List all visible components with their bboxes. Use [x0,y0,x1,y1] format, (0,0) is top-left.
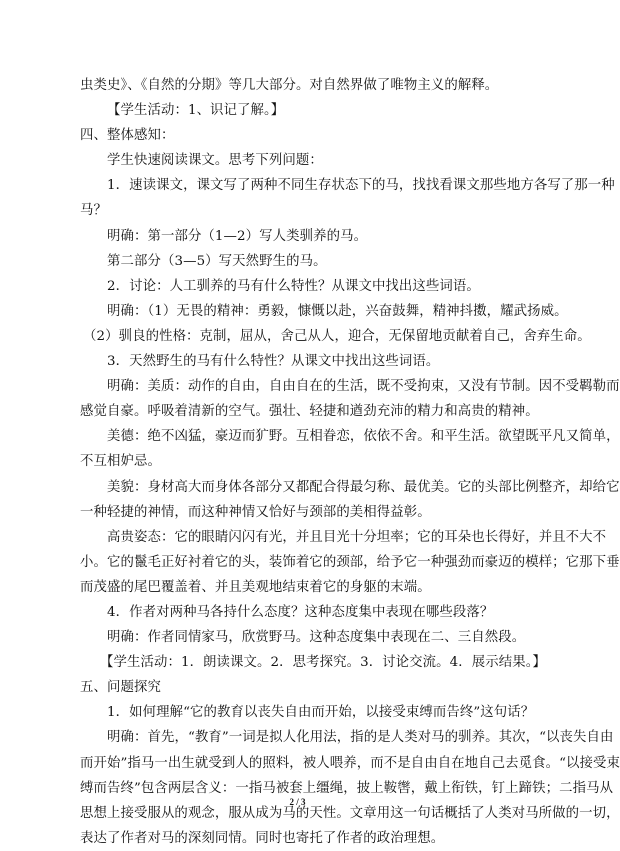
text-line: 表达了作者对马的深刻同情。同时也寄托了作者的政治理想。 [80,830,445,846]
text-line: 思想上接受服从的观念，服从成为马的天性。文章用这一句话概括了人类对马所做的一切， [80,805,620,821]
text-line: 学生快速阅读课文。思考下列问题： [107,153,323,169]
text-line: 四、整体感知： [80,128,175,144]
text-line: 而茂盛的尾巴覆盖着、并且美观地结束着它的身躯的末端。 [80,579,431,595]
text-line: 小。它的鬣毛正好衬着它的头，装饰着它的颈部，给予它一种强劲而豪迈的模样；它那下垂 [80,554,620,570]
text-line: 【学生活动：1．朗读课文。2．思考探究。3．讨论交流。4．展示结果。】 [100,655,546,671]
document-body [80,73,620,851]
text-line: 3．天然野生的马有什么特性？从课文中找出这些词语。 [107,354,440,370]
text-line: 明确：首先，“教育”一词是拟人化用法，指的是人类对马的驯养。其次，“以丧失自由 [107,730,614,746]
text-line: 五、问题探究 [80,680,161,696]
text-line: 明确：第一部分（1—2）写人类驯养的马。 [107,228,368,244]
text-line: 不互相妒忌。 [80,454,161,470]
text-line: 美貌：身材高大而身体各部分又都配合得最匀称、最优美。它的头部比例整齐，却给它 [107,479,620,495]
text-line: 4．作者对两种马各持什么态度？这种态度集中表现在哪些段落？ [107,604,494,620]
text-line: 感觉自豪。呼吸着清新的空气。强壮、轻捷和遒劲充沛的精力和高贵的精神。 [80,404,539,420]
text-line: 2．讨论：人工驯养的马有什么特性？从课文中找出这些词语。 [107,278,480,294]
text-line: 美德：绝不凶猛，豪迈而犷野。互相眷恋，依依不舍。和平生活。欲望既平凡又简单， [107,429,620,445]
text-line: 【学生活动：1、识记了解。】 [107,103,285,119]
text-line: 第二部分（3—5）写天然野生的马。 [107,253,327,269]
text-line: 一种轻捷的神情，而这种神情又恰好与颈部的美相得益彰。 [80,504,431,520]
page-number: 2 / 3 [289,797,306,807]
text-line: 缚而告终”包含两层含义：一指马被套上缰绳，披上鞍辔，戴上衔铁，钉上蹄铁；二指马从 [80,780,614,796]
text-line: 高贵姿态：它的眼睛闪闪有光，并且目光十分坦率；它的耳朵也长得好，并且不大不 [107,529,607,545]
text-line: （2）驯良的性格：克制，屈从，舍己从人，迎合，无保留地贡献着自己，舍弃生命。 [83,328,591,344]
text-line: 明确：美质：动作的自由，自由自在的生活，既不受拘束，又没有节制。因不受羁勒而 [107,379,620,395]
text-line: 1．如何理解“它的教育以丧失自由而开始，以接受束缚而告终”这句话？ [107,705,535,721]
text-line: 马？ [80,203,107,219]
text-line: 1．速读课文，课文写了两种不同生存状态下的马，找找看课文那些地方各写了那一种 [107,178,615,194]
text-line: 明确：（1）无畏的精神：勇毅，慷慨以赴，兴奋鼓舞，精神抖擞，耀武扬威。 [107,303,568,319]
text-line: 虫类史》、《自然的分期》等几大部分。对自然界做了唯物主义的解释。 [80,78,499,93]
text-line: 明确：作者同情家马，欣赏野马。这种态度集中表现在二、三自然段。 [107,630,526,646]
text-line: 而开始”指马一出生就受到人的照料，被人喂养，而不是自由自在地自己去觅食。“以接受束 [80,755,620,771]
